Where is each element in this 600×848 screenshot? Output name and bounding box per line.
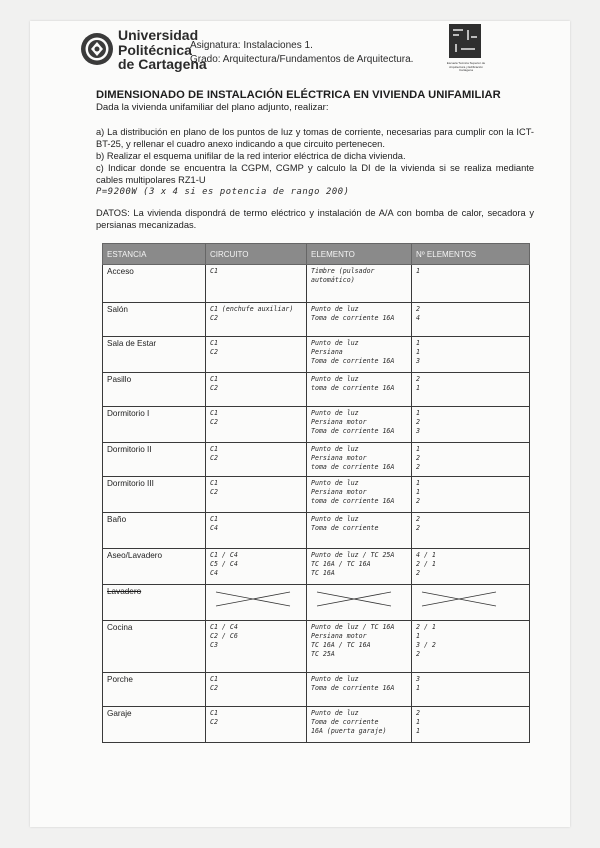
element-entry: Punto de luz <box>311 515 359 523</box>
cell-num-elementos <box>412 673 530 707</box>
count-entry: 2 <box>416 463 420 471</box>
table-row <box>103 513 530 549</box>
count-entry: 2 <box>416 497 420 505</box>
room-label: Aseo/Lavadero <box>107 551 163 560</box>
cell-num-elementos <box>412 265 530 303</box>
cell-estancia <box>103 337 206 373</box>
element-entry: Toma de corriente 16A <box>311 357 395 365</box>
cell-circuito <box>206 549 307 585</box>
element-entry: Punto de luz <box>311 479 359 487</box>
circuit-entry: C1 <box>210 709 218 717</box>
document-sheet <box>30 21 570 827</box>
cell-num-elementos <box>412 303 530 337</box>
circuit-entry: C1 / C4 <box>210 623 238 631</box>
element-entry: Timbre (pulsador <box>311 267 375 275</box>
cell-estancia <box>103 477 206 513</box>
cell-elemento <box>307 407 412 443</box>
element-entry: Persiana <box>311 348 343 356</box>
count-entry: 4 / 1 <box>416 551 436 559</box>
cell-estancia <box>103 549 206 585</box>
university-line: de Cartagena <box>118 56 207 72</box>
circuit-entry: C2 <box>210 418 218 426</box>
cell-num-elementos <box>412 337 530 373</box>
element-entry: Persiana motor <box>311 454 367 462</box>
element-entry: Persiana motor <box>311 632 367 640</box>
cell-elemento <box>307 337 412 373</box>
circuit-entry: C2 <box>210 488 218 496</box>
circuit-entry: C1 <box>210 445 218 453</box>
cell-circuito <box>206 303 307 337</box>
circuit-entry: C2 <box>210 718 218 726</box>
cell-circuito <box>206 443 307 477</box>
cell-circuito <box>206 621 307 673</box>
count-entry: 2 / 1 <box>416 623 436 631</box>
element-entry: TC 16A / TC 16A <box>311 560 371 568</box>
subject-line: Asignatura: Instalaciones 1. <box>190 40 313 51</box>
count-entry: 1 <box>416 684 420 692</box>
count-entry: 1 <box>416 384 420 392</box>
cell-circuito <box>206 477 307 513</box>
count-entry: 1 <box>416 488 420 496</box>
table-row <box>103 337 530 373</box>
element-entry: Punto de luz <box>311 709 359 717</box>
room-label: Salón <box>107 305 128 314</box>
count-entry: 2 <box>416 305 420 313</box>
room-label: Dormitorio I <box>107 409 150 418</box>
table-row <box>103 585 530 621</box>
element-entry: Toma de corriente 16A <box>311 314 395 322</box>
element-entry: Punto de luz <box>311 675 359 683</box>
table-row <box>103 407 530 443</box>
cell-circuito <box>206 265 307 303</box>
cell-elemento <box>307 303 412 337</box>
table-row <box>103 477 530 513</box>
circuit-entry: C1 <box>210 479 218 487</box>
cell-estancia <box>103 265 206 303</box>
count-entry: 2 <box>416 709 420 717</box>
count-entry: 2 <box>416 569 420 577</box>
crossed-out-mark <box>210 587 302 611</box>
element-entry: Toma de corriente 16A <box>311 427 395 435</box>
cell-num-elementos <box>412 477 530 513</box>
cell-num-elementos <box>412 443 530 477</box>
cell-circuito <box>206 337 307 373</box>
count-entry: 2 / 1 <box>416 560 436 568</box>
cell-elemento <box>307 707 412 743</box>
circuit-entry: C1 (enchufe auxiliar) <box>210 305 294 313</box>
circuit-entry: C2 / C6 <box>210 632 238 640</box>
room-label: Porche <box>107 675 133 684</box>
table-row <box>103 673 530 707</box>
room-label: Acceso <box>107 267 134 276</box>
task-a: a) La distribución en plano de los puntos de luz y tomas de corriente, necesarias para cumplir con la ICT-BT-25, y rellenar el cuadro anexo indicando a que circuito pertenecen. <box>96 127 534 150</box>
count-entry: 2 <box>416 524 420 532</box>
room-label: Garaje <box>107 709 132 718</box>
cell-estancia <box>103 585 206 621</box>
cell-circuito <box>206 707 307 743</box>
element-entry: Punto de luz <box>311 445 359 453</box>
cell-circuito <box>206 585 307 621</box>
count-entry: 1 <box>416 267 420 275</box>
room-label: Baño <box>107 515 127 524</box>
element-entry: toma de corriente 16A <box>311 463 395 471</box>
circuit-entry: C2 <box>210 348 218 356</box>
page-title: DIMENSIONADO DE INSTALACIÓN ELÉCTRICA EN VIVIENDA UNIFAMILIAR <box>96 89 501 101</box>
col-circuito: CIRCUITO <box>206 244 307 265</box>
cell-elemento <box>307 265 412 303</box>
count-entry: 1 <box>416 348 420 356</box>
school-logo-icon <box>449 24 481 58</box>
table-row <box>103 373 530 407</box>
cell-estancia <box>103 373 206 407</box>
room-label: Sala de Estar <box>107 339 157 348</box>
circuit-entry: C1 <box>210 675 218 683</box>
cell-elemento <box>307 673 412 707</box>
room-label: Dormitorio II <box>107 445 152 454</box>
cell-elemento <box>307 585 412 621</box>
element-entry: Toma de corriente <box>311 718 379 726</box>
count-entry: 2 <box>416 515 420 523</box>
cell-elemento <box>307 443 412 477</box>
count-entry: 3 / 2 <box>416 641 436 649</box>
circuit-entry: C1 <box>210 515 218 523</box>
intro-text: Dada la vivienda unifamiliar del plano adjunto, realizar: <box>96 102 329 113</box>
degree-line: Grado: Arquitectura/Fundamentos de Arquitectura. <box>190 54 414 65</box>
table-row <box>103 707 530 743</box>
circuit-entry: C2 <box>210 454 218 462</box>
cell-num-elementos <box>412 621 530 673</box>
cell-estancia <box>103 513 206 549</box>
count-entry: 1 <box>416 479 420 487</box>
cell-num-elementos <box>412 707 530 743</box>
cell-estancia <box>103 303 206 337</box>
circuit-entry: C1 <box>210 409 218 417</box>
element-entry: Punto de luz / TC 25A <box>311 551 395 559</box>
element-entry: Punto de luz / TC 16A <box>311 623 395 631</box>
cell-estancia <box>103 621 206 673</box>
circuit-table <box>102 243 530 743</box>
circuit-entry: C1 <box>210 267 218 275</box>
table-row <box>103 621 530 673</box>
element-entry: TC 16A / TC 16A <box>311 641 371 649</box>
element-entry: Toma de corriente <box>311 524 379 532</box>
crossed-out-mark <box>416 587 525 611</box>
col-estancia: ESTANCIA <box>103 244 206 265</box>
circuit-entry: C1 <box>210 339 218 347</box>
table-row <box>103 265 530 303</box>
count-entry: 4 <box>416 314 420 322</box>
cell-num-elementos <box>412 549 530 585</box>
task-list <box>96 126 534 199</box>
element-entry: 16A (puerta garaje) <box>311 727 387 735</box>
cell-num-elementos <box>412 513 530 549</box>
cell-circuito <box>206 373 307 407</box>
circuit-entry: C2 <box>210 314 218 322</box>
count-entry: 2 <box>416 418 420 426</box>
cell-circuito <box>206 673 307 707</box>
count-entry: 1 <box>416 339 420 347</box>
room-label: Pasillo <box>107 375 132 384</box>
task-b: b) Realizar el esquema unifilar de la red interior eléctrica de dicha vivienda. <box>96 151 406 162</box>
count-entry: 1 <box>416 632 420 640</box>
cell-elemento <box>307 373 412 407</box>
cell-circuito <box>206 407 307 443</box>
datos-text: DATOS: La vivienda dispondrá de termo eléctrico y instalación de A/A con bomba de calor, secadora y persianas mecanizadas. <box>96 208 534 231</box>
element-entry: Persiana motor <box>311 488 367 496</box>
element-entry: Punto de luz <box>311 339 359 347</box>
school-caption: Escuela Técnica Superior de Arquitectura y Edificación Cartagena <box>446 61 486 73</box>
room-label: Lavadero <box>107 587 142 596</box>
task-c: c) Indicar donde se encuentra la CGPM, CGMP y calculo la DI de la vivienda si se realiza mediante cables multipolares RZ1-U <box>96 163 534 186</box>
room-label: Cocina <box>107 623 133 632</box>
element-entry: Punto de luz <box>311 375 359 383</box>
count-entry: 1 <box>416 727 420 735</box>
university-line: Universidad <box>118 27 199 43</box>
count-entry: 1 <box>416 445 420 453</box>
element-entry: Punto de luz <box>311 409 359 417</box>
count-entry: 3 <box>416 357 420 365</box>
circuit-entry: C1 / C4 <box>210 551 238 559</box>
col-elemento: ELEMENTO <box>307 244 412 265</box>
cell-elemento <box>307 621 412 673</box>
circuit-entry: C3 <box>210 641 218 649</box>
table-row <box>103 303 530 337</box>
circuit-entry: C4 <box>210 569 218 577</box>
course-info <box>190 39 413 67</box>
room-label: Dormitorio III <box>107 479 154 488</box>
cell-circuito <box>206 513 307 549</box>
circuit-entry: C2 <box>210 384 218 392</box>
element-entry: Toma de corriente 16A <box>311 684 395 692</box>
element-entry: TC 25A <box>311 650 335 658</box>
count-entry: 2 <box>416 375 420 383</box>
cell-estancia <box>103 707 206 743</box>
handwritten-note: P=9200W (3 x 4 si es potencia de rango 200) <box>96 187 350 198</box>
cell-num-elementos <box>412 585 530 621</box>
element-entry: automático) <box>311 276 355 284</box>
table-body <box>103 265 530 743</box>
circuit-entry: C5 / C4 <box>210 560 238 568</box>
count-entry: 2 <box>416 650 420 658</box>
count-entry: 3 <box>416 675 420 683</box>
table-row <box>103 443 530 477</box>
crossed-out-mark <box>311 587 407 611</box>
element-entry: TC 16A <box>311 569 335 577</box>
table-row <box>103 549 530 585</box>
table-header-row <box>103 244 530 265</box>
element-entry: Persiana motor <box>311 418 367 426</box>
cell-estancia <box>103 673 206 707</box>
upct-logo-icon <box>80 32 114 66</box>
element-entry: Punto de luz <box>311 305 359 313</box>
circuit-entry: C2 <box>210 684 218 692</box>
element-entry: toma de corriente 16A <box>311 384 395 392</box>
count-entry: 3 <box>416 427 420 435</box>
count-entry: 2 <box>416 454 420 462</box>
cell-estancia <box>103 407 206 443</box>
count-entry: 1 <box>416 718 420 726</box>
cell-elemento <box>307 549 412 585</box>
cell-elemento <box>307 513 412 549</box>
element-entry: toma de corriente 16A <box>311 497 395 505</box>
cell-elemento <box>307 477 412 513</box>
cell-estancia <box>103 443 206 477</box>
circuit-entry: C4 <box>210 524 218 532</box>
count-entry: 1 <box>416 409 420 417</box>
col-num-elementos: Nº ELEMENTOS <box>412 244 530 265</box>
circuit-entry: C1 <box>210 375 218 383</box>
cell-num-elementos <box>412 407 530 443</box>
university-line: Politécnica <box>118 41 192 58</box>
cell-num-elementos <box>412 373 530 407</box>
